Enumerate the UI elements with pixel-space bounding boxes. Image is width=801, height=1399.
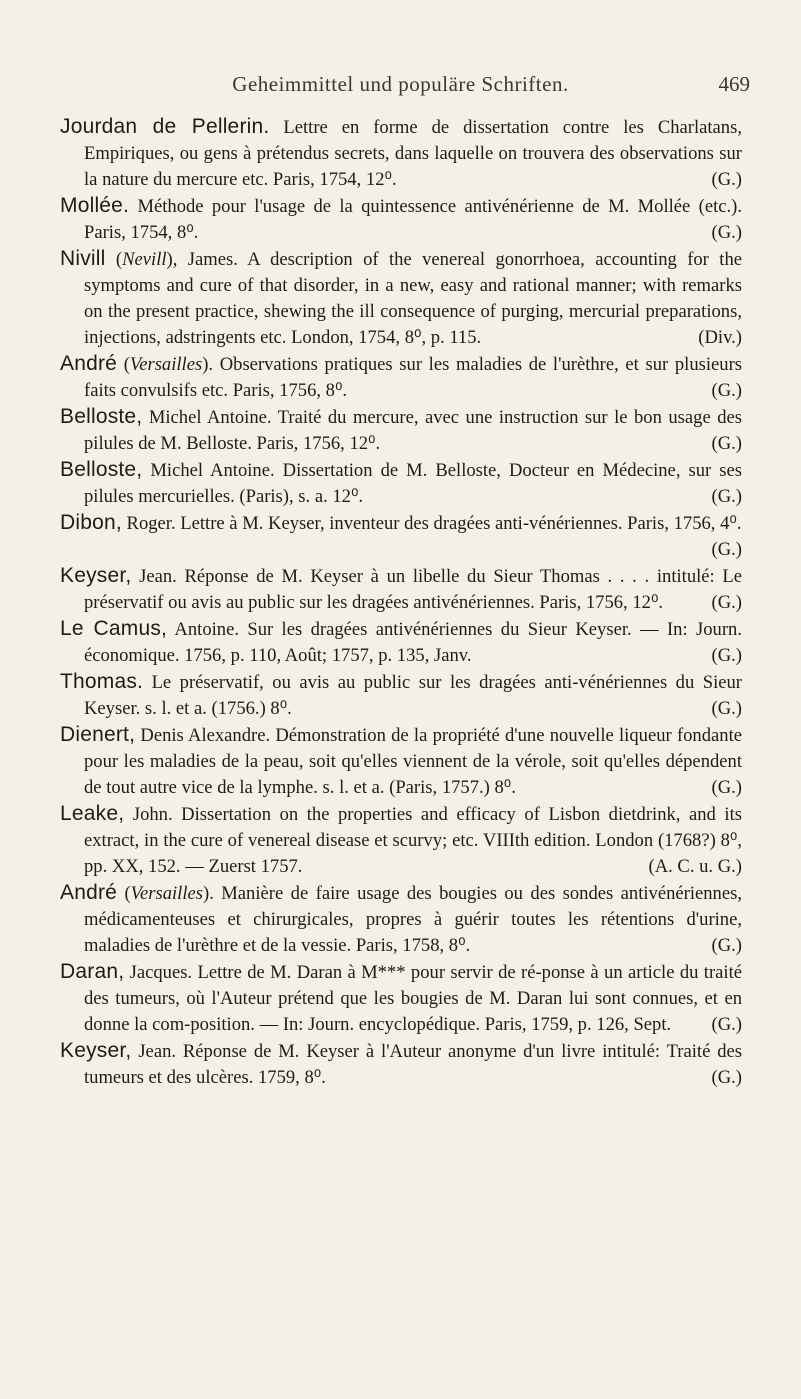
entry-source: (G.) [711,169,742,190]
entry-author: Dibon, [60,511,122,534]
entry-source: (G.) [711,777,742,798]
page-number: 469 [718,72,750,96]
entry-author: Thomas. [60,670,144,693]
entry-text: Roger. Lettre à M. Keyser, inventeur des dragées anti-vénériennes. Paris, 1756, 4⁰. [121,513,742,534]
entry-source: (G.) [711,222,742,243]
bibliography-entry [60,563,742,616]
entry-source: (Div.) [698,327,742,348]
bibliography-entry [60,404,742,457]
bibliography-entry [60,114,742,193]
entry-text: Jean. Réponse de M. Keyser à l'Auteur anonyme d'un livre intitulé: Traité des tumeurs et des ulcères. 1759, 8⁰. [84,1041,742,1088]
running-head: Geheimmittel und populäre Schriften. [232,72,569,96]
bibliography-entry [60,801,742,880]
page-header [0,72,801,102]
entry-author: Nivill [60,247,106,270]
entry-source: (A. C. u. G.) [648,856,742,877]
entry-author: Keyser, [60,564,132,587]
bibliography-entry: André (Versailles). Manière de faire usage des bougies ou des sondes antivénériennes, médicamenteuses et chirurgicales, propres à guérir toutes les rétentions d'urine, maladies de l'urèthre et de la vessie. Paris, 1758, 8⁰. (G.) [60,880,742,959]
bibliography-entry: Nivill (Nevill), James. A description of the venereal gonorrhoea, accounting for the symptoms and cure of that disorder, in a new, easy and rational manner; with remarks on the present practice, shewing the ill consequence of purging, mercurial preparations, injections, adstringents etc. London, 1754, 8⁰, p. 115. (Div.) [60,246,742,351]
entry-alt-name: Versailles [130,883,203,904]
bibliography-entry [60,193,742,246]
entry-source: (G.) [711,1067,742,1088]
entry-author: André [60,881,118,904]
entry-source: (G.) [711,486,742,507]
entry-text: Méthode pour l'usage de la quintessence antivénérienne de M. Mollée (etc.). Paris, 1754, 8⁰. [84,196,742,243]
entry-author: Mollée. [60,194,130,217]
entry-author: Belloste, [60,458,143,481]
bibliography-entry [60,457,742,510]
entry-author: Leake, [60,802,125,825]
entry-author: André [60,352,118,375]
entry-text: Jacques. Lettre de M. Daran à M*** pour servir de ré-ponse à un article du traité des tumeurs, où l'Auteur prétend que les bougies de M. Daran lui sont connues, et en donne la com-position. — In: Journ. encyclopédique. Paris, 1759, p. 126, Sept. [84,962,742,1035]
entry-source: (G.) [711,592,742,613]
entry-source: (G.) [711,1014,742,1035]
bibliography-entry [60,959,742,1038]
entry-text: Lettre en forme de dissertation contre les Charlatans, Empiriques, ou gens à prétendus secrets, dans laquelle on trouvera des observations sur la nature du mercure etc. Paris, 1754, 12⁰. [84,117,742,190]
entry-author: Le Camus, [60,617,168,640]
bibliography-entry [60,722,742,801]
entry-source: (G.) [711,433,742,454]
entry-author: Keyser, [60,1039,132,1062]
entry-text: Denis Alexandre. Démonstration de la propriété d'une nouvelle liqueur fondante pour les maladies de la peau, soit qu'elles viennent de la vérole, soit qu'elles dépendent de tout autre vice de la lymphe. s. l. et a. (Paris, 1757.) 8⁰. [84,725,742,798]
entry-source: (G.) [711,380,742,401]
entry-text: . Observations pratiques sur les maladies de l'urèthre, et sur plusieurs faits convulsifs etc. Paris, 1756, 8⁰. [84,354,742,401]
bibliography-entry [60,510,742,563]
entry-author: Dienert, [60,723,136,746]
entry-alt-name: Nevill [122,249,167,270]
bibliography-entry [60,669,742,722]
entry-source: (G.) [711,539,742,560]
bibliography-entry [60,1038,742,1091]
entry-author: Belloste, [60,405,143,428]
entry-text: Le préservatif, ou avis au public sur les dragées anti-vénériennes du Sieur Keyser. s. l. et a. (1756.) 8⁰. [84,672,742,719]
bibliography-entry [60,616,742,669]
bibliography-entry: André (Versailles). Observations pratiques sur les maladies de l'urèthre, et sur plusieurs faits convulsifs etc. Paris, 1756, 8⁰. (G.) [60,351,742,404]
entry-author: Jourdan de Pellerin. [60,115,270,138]
entry-author: Daran, [60,960,125,983]
entry-alt-name: Versailles [129,354,203,375]
entry-text: Jean. Réponse de M. Keyser à un libelle du Sieur Thomas . . . . intitulé: Le préservatif ou avis au public sur les dragées antivénériennes. Paris, 1756, 12⁰. [84,566,742,613]
entry-text: John. Dissertation on the properties and efficacy of Lisbon dietdrink, and its extract, in the cure of venereal disease et scurvy; etc. VIIIth edition. London (1768?) 8⁰, pp. XX, 152. — Zuerst 1757. [84,804,742,877]
entry-text: Michel Antoine. Traité du mercure, avec une instruction sur le bon usage des pilules de M. Belloste. Paris, 1756, 12⁰. [84,407,742,454]
entry-source: (G.) [711,645,742,666]
bibliography-list [60,114,742,1091]
entry-text: Antoine. Sur les dragées antivénériennes du Sieur Keyser. — In: Journ. économique. 1756, p. 110, Août; 1757, p. 135, Janv. [84,619,742,666]
entry-text: , James. A description of the venereal gonorrhoea, accounting for the symptoms and cure of that disorder, in a new, easy and rational manner; with remarks on the present practice, shewing the ill consequence of purging, mercurial preparations, injections, adstringents etc. London, 1754, 8⁰, p. 115. [84,249,742,348]
entry-text: . Manière de faire usage des bougies ou des sondes antivénériennes, médicamenteuses et chirurgicales, propres à guérir toutes les rétentions d'urine, maladies de l'urèthre et de la vessie. Paris, 1758, 8⁰. [84,883,742,956]
entry-source: (G.) [711,935,742,956]
entry-source: (G.) [711,698,742,719]
entry-text: Michel Antoine. Dissertation de M. Belloste, Docteur en Médecine, sur ses pilules mercurielles. (Paris), s. a. 12⁰. [84,460,742,507]
